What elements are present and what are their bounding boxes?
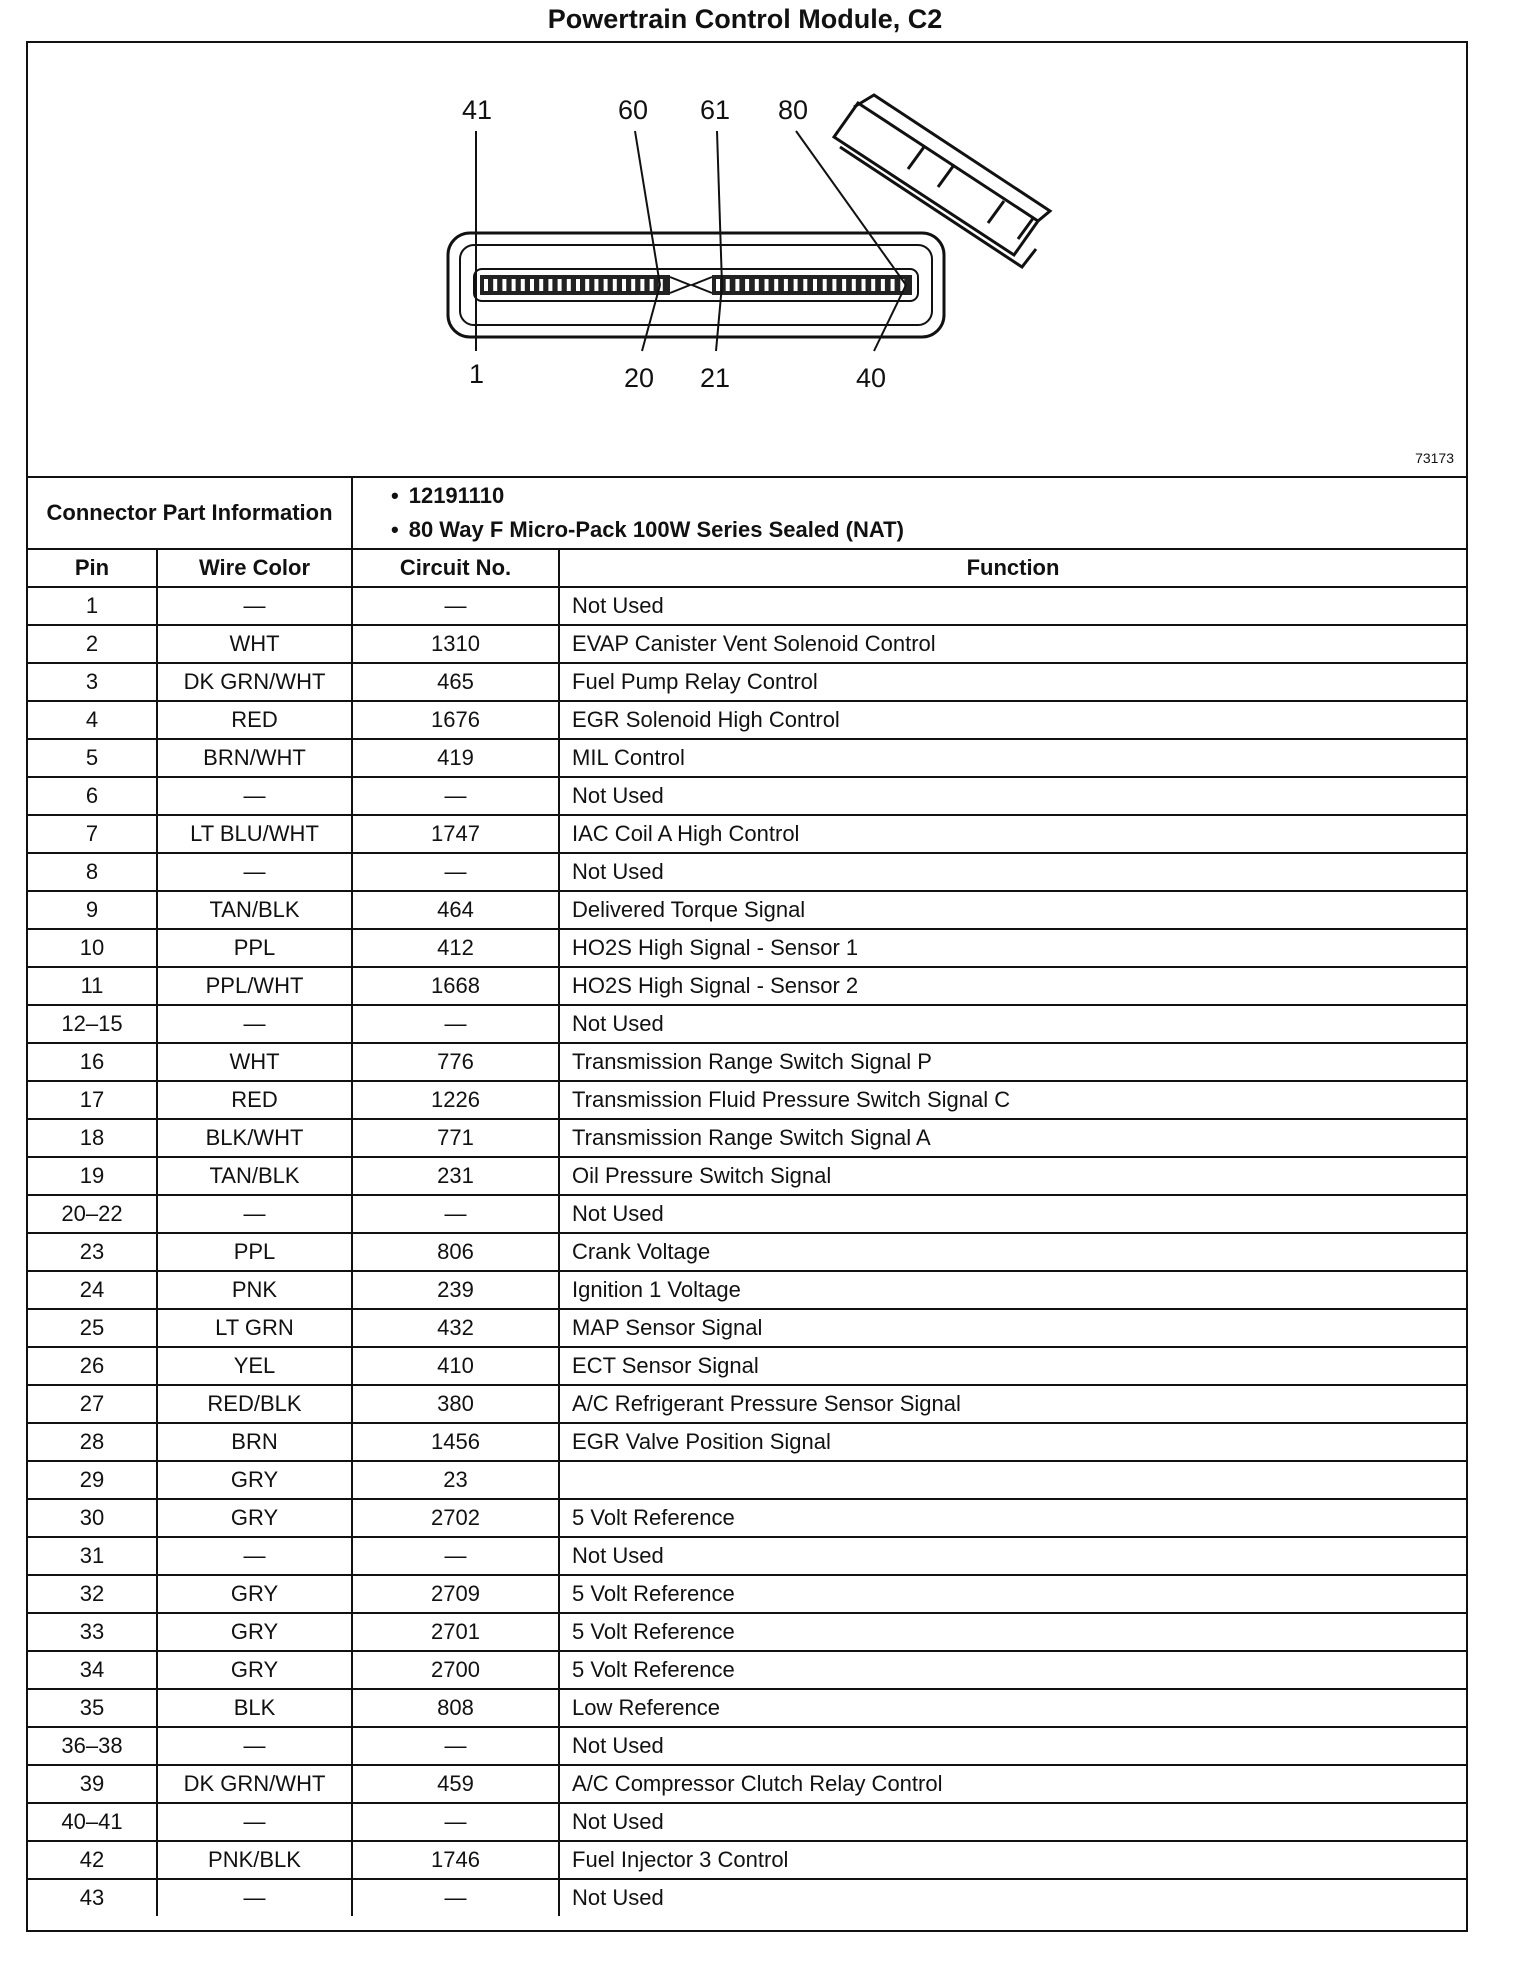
wire-color-cell: — (157, 1195, 352, 1233)
pin-cell: 39 (28, 1765, 157, 1803)
wire-color-cell: TAN/BLK (157, 891, 352, 929)
wire-color-cell: RED (157, 1081, 352, 1119)
circuit-no-cell: 231 (352, 1157, 559, 1195)
table-row (28, 1727, 1466, 1765)
pin-tick (512, 279, 516, 291)
pin-cell: 29 (28, 1461, 157, 1499)
wire-color-cell: BLK (157, 1689, 352, 1727)
wire-color-cell: — (157, 1537, 352, 1575)
function-cell: HO2S High Signal - Sensor 2 (559, 967, 1466, 1005)
table-row (28, 663, 1466, 701)
table-row (28, 1157, 1466, 1195)
pin-label-21: 21 (700, 363, 731, 393)
table-row (28, 1575, 1466, 1613)
pin-label-40: 40 (856, 363, 887, 393)
pin-cell: 1 (28, 587, 157, 625)
pin-label-41: 41 (462, 95, 493, 125)
table-row (28, 1309, 1466, 1347)
pin-cell: 32 (28, 1575, 157, 1613)
pin-tick (813, 279, 817, 291)
circuit-no-cell: 808 (352, 1689, 559, 1727)
pin-cell: 28 (28, 1423, 157, 1461)
pin-tick (842, 279, 846, 291)
function-cell: Not Used (559, 853, 1466, 891)
table-row (28, 1233, 1466, 1271)
pin-cell: 17 (28, 1081, 157, 1119)
pin-cell: 5 (28, 739, 157, 777)
table-row (28, 1043, 1466, 1081)
pin-tick (871, 279, 875, 291)
circuit-no-cell: 1746 (352, 1841, 559, 1879)
function-cell: MAP Sensor Signal (559, 1309, 1466, 1347)
function-cell: Not Used (559, 1727, 1466, 1765)
function-cell: EGR Solenoid High Control (559, 701, 1466, 739)
pin-tick (726, 279, 730, 291)
pin-cell: 9 (28, 891, 157, 929)
pin-cell: 30 (28, 1499, 157, 1537)
pin-tick (650, 279, 654, 291)
header-function: Function (559, 549, 1466, 587)
circuit-no-cell: 419 (352, 739, 559, 777)
wire-color-cell: TAN/BLK (157, 1157, 352, 1195)
wire-color-cell: WHT (157, 1043, 352, 1081)
circuit-no-cell: 239 (352, 1271, 559, 1309)
connector-info-values (352, 477, 1466, 549)
function-cell: 5 Volt Reference (559, 1613, 1466, 1651)
function-cell: HO2S High Signal - Sensor 1 (559, 929, 1466, 967)
pin-tick (794, 279, 798, 291)
function-cell: 5 Volt Reference (559, 1575, 1466, 1613)
pin-label-60: 60 (618, 95, 649, 125)
pin-tick (823, 279, 827, 291)
wire-color-cell: WHT (157, 625, 352, 663)
pin-tick (631, 279, 635, 291)
wire-color-cell: DK GRN/WHT (157, 663, 352, 701)
pin-tick (735, 279, 739, 291)
pin-tick (622, 279, 626, 291)
pin-tick (576, 279, 580, 291)
pin-tick (832, 279, 836, 291)
wire-color-cell: GRY (157, 1613, 352, 1651)
table-row (28, 1651, 1466, 1689)
function-cell: Not Used (559, 1005, 1466, 1043)
header-wire-color: Wire Color (157, 549, 352, 587)
pin-tick (539, 279, 543, 291)
pin-tick (521, 279, 525, 291)
circuit-no-cell: — (352, 853, 559, 891)
table-row (28, 1537, 1466, 1575)
circuit-no-cell: 464 (352, 891, 559, 929)
table-row (28, 891, 1466, 929)
pin-cell: 20–22 (28, 1195, 157, 1233)
pin-cell: 4 (28, 701, 157, 739)
pin-cell: 36–38 (28, 1727, 157, 1765)
pin-tick (548, 279, 552, 291)
function-cell: Not Used (559, 587, 1466, 625)
wire-color-cell: GRY (157, 1499, 352, 1537)
function-cell: Not Used (559, 1195, 1466, 1233)
pin-tick (803, 279, 807, 291)
function-cell: Not Used (559, 1803, 1466, 1841)
wire-color-cell: GRY (157, 1575, 352, 1613)
table-row (28, 929, 1466, 967)
table-row (28, 587, 1466, 625)
table-row (28, 967, 1466, 1005)
pin-cell: 43 (28, 1879, 157, 1916)
pin-tick (745, 279, 749, 291)
pin-cell: 24 (28, 1271, 157, 1309)
pin-cell: 3 (28, 663, 157, 701)
circuit-no-cell: — (352, 1195, 559, 1233)
circuit-no-cell: — (352, 587, 559, 625)
pin-tick (493, 279, 497, 291)
pin-cell: 18 (28, 1119, 157, 1157)
pin-tick (881, 279, 885, 291)
pin-tick (862, 279, 866, 291)
function-cell: Fuel Injector 3 Control (559, 1841, 1466, 1879)
table-row (28, 1385, 1466, 1423)
pin-cell: 16 (28, 1043, 157, 1081)
pin-tick (484, 279, 488, 291)
circuit-no-cell: 806 (352, 1233, 559, 1271)
pin-tick (765, 279, 769, 291)
pin-cell: 10 (28, 929, 157, 967)
pin-cell: 19 (28, 1157, 157, 1195)
pin-tick (604, 279, 608, 291)
function-cell: Not Used (559, 1879, 1466, 1916)
pin-cell: 2 (28, 625, 157, 663)
wire-color-cell: PPL/WHT (157, 967, 352, 1005)
wire-color-cell: PNK/BLK (157, 1841, 352, 1879)
pin-cell: 31 (28, 1537, 157, 1575)
connector-side-view (834, 95, 1050, 267)
pin-tick (567, 279, 571, 291)
connector-description: • 80 Way F Micro-Pack 100W Series Sealed (NAT) (391, 513, 1466, 547)
pin-label-1: 1 (469, 359, 485, 389)
connector-drawing (28, 43, 1466, 476)
wire-color-cell: BRN (157, 1423, 352, 1461)
table-row (28, 1347, 1466, 1385)
function-cell: Crank Voltage (559, 1233, 1466, 1271)
table-row (28, 1689, 1466, 1727)
table-row (28, 1765, 1466, 1803)
wire-color-cell: LT BLU/WHT (157, 815, 352, 853)
function-cell: EGR Valve Position Signal (559, 1423, 1466, 1461)
wire-color-cell: — (157, 853, 352, 891)
wire-color-cell: — (157, 1005, 352, 1043)
circuit-no-cell: 432 (352, 1309, 559, 1347)
circuit-no-cell: — (352, 1727, 559, 1765)
wire-color-cell: RED (157, 701, 352, 739)
circuit-no-cell: 465 (352, 663, 559, 701)
pin-cell: 27 (28, 1385, 157, 1423)
pin-tick (784, 279, 788, 291)
circuit-no-cell: 412 (352, 929, 559, 967)
circuit-no-cell: 1310 (352, 625, 559, 663)
circuit-no-cell: 1747 (352, 815, 559, 853)
pin-tick (502, 279, 506, 291)
circuit-no-cell: 23 (352, 1461, 559, 1499)
table-row (28, 1195, 1466, 1233)
circuit-no-cell: 2700 (352, 1651, 559, 1689)
circuit-no-cell: 2702 (352, 1499, 559, 1537)
table-row (28, 1803, 1466, 1841)
wire-color-cell: RED/BLK (157, 1385, 352, 1423)
function-cell: Not Used (559, 1537, 1466, 1575)
page-title: Powertrain Control Module, C2 (547, 4, 943, 34)
table-row (28, 1613, 1466, 1651)
function-cell: Oil Pressure Switch Signal (559, 1157, 1466, 1195)
pin-cell: 34 (28, 1651, 157, 1689)
table-row (28, 1423, 1466, 1461)
wire-color-cell: PPL (157, 1233, 352, 1271)
table-row (28, 1081, 1466, 1119)
wire-color-cell: PNK (157, 1271, 352, 1309)
circuit-no-cell: 459 (352, 1765, 559, 1803)
pinout-table (28, 476, 1466, 1916)
table-row (28, 853, 1466, 891)
table-row (28, 1841, 1466, 1879)
pin-cell: 42 (28, 1841, 157, 1879)
connector-info-label: Connector Part Information (28, 477, 352, 549)
table-row (28, 1005, 1466, 1043)
circuit-no-cell: 1226 (352, 1081, 559, 1119)
circuit-no-cell: 1676 (352, 701, 559, 739)
circuit-no-cell: 380 (352, 1385, 559, 1423)
circuit-no-cell: — (352, 1803, 559, 1841)
circuit-no-cell: 776 (352, 1043, 559, 1081)
table-row (28, 815, 1466, 853)
pin-cell: 8 (28, 853, 157, 891)
pin-label-20: 20 (624, 363, 655, 393)
table-row (28, 1499, 1466, 1537)
pin-tick (716, 279, 720, 291)
table-row (28, 739, 1466, 777)
circuit-no-cell: — (352, 1537, 559, 1575)
function-cell: A/C Compressor Clutch Relay Control (559, 1765, 1466, 1803)
circuit-no-cell: 1456 (352, 1423, 559, 1461)
pin-tick (891, 279, 895, 291)
wire-color-cell: PPL (157, 929, 352, 967)
circuit-no-cell: 2709 (352, 1575, 559, 1613)
circuit-no-cell: 410 (352, 1347, 559, 1385)
pin-cell: 11 (28, 967, 157, 1005)
function-cell: A/C Refrigerant Pressure Sensor Signal (559, 1385, 1466, 1423)
table-row (28, 1879, 1466, 1916)
wire-color-cell: — (157, 777, 352, 815)
pin-cell: 25 (28, 1309, 157, 1347)
function-cell: Transmission Range Switch Signal A (559, 1119, 1466, 1157)
function-cell: IAC Coil A High Control (559, 815, 1466, 853)
pin-cell: 35 (28, 1689, 157, 1727)
leader-lines (476, 131, 906, 351)
pin-tick (774, 279, 778, 291)
pin-tick (558, 279, 562, 291)
pin-tick (613, 279, 617, 291)
function-cell: Ignition 1 Voltage (559, 1271, 1466, 1309)
pin-cell: 23 (28, 1233, 157, 1271)
wire-color-cell: YEL (157, 1347, 352, 1385)
pin-cell: 6 (28, 777, 157, 815)
wire-color-cell: — (157, 1879, 352, 1916)
function-cell: Low Reference (559, 1689, 1466, 1727)
pin-label-61: 61 (700, 95, 731, 125)
pin-cell: 33 (28, 1613, 157, 1651)
table-header-row (28, 549, 1466, 587)
function-cell: Transmission Range Switch Signal P (559, 1043, 1466, 1081)
circuit-no-cell: 1668 (352, 967, 559, 1005)
header-pin: Pin (28, 549, 157, 587)
circuit-no-cell: — (352, 1879, 559, 1916)
circuit-no-cell: 2701 (352, 1613, 559, 1651)
function-cell: Fuel Pump Relay Control (559, 663, 1466, 701)
connector-diagram (28, 43, 1466, 478)
circuit-no-cell: 771 (352, 1119, 559, 1157)
header-circuit-no: Circuit No. (352, 549, 559, 587)
connector-part-number: • 12191110 (391, 479, 1466, 513)
circuit-no-cell: — (352, 1005, 559, 1043)
wire-color-cell: — (157, 1727, 352, 1765)
pin-cell: 12–15 (28, 1005, 157, 1043)
wire-color-cell: BRN/WHT (157, 739, 352, 777)
wire-color-cell: LT GRN (157, 1309, 352, 1347)
wire-color-cell: GRY (157, 1651, 352, 1689)
pin-tick (585, 279, 589, 291)
pin-cell: 40–41 (28, 1803, 157, 1841)
table-row (28, 701, 1466, 739)
connector-info-row (28, 477, 1466, 549)
pin-tick (640, 279, 644, 291)
pin-cell: 26 (28, 1347, 157, 1385)
pin-tick (530, 279, 534, 291)
pin-tick (594, 279, 598, 291)
function-cell: Not Used (559, 777, 1466, 815)
wire-color-cell: — (157, 1803, 352, 1841)
wire-color-cell: GRY (157, 1461, 352, 1499)
function-cell: 5 Volt Reference (559, 1499, 1466, 1537)
wire-color-cell: — (157, 587, 352, 625)
wire-color-cell: DK GRN/WHT (157, 1765, 352, 1803)
pin-tick (755, 279, 759, 291)
function-cell: Transmission Fluid Pressure Switch Signal C (559, 1081, 1466, 1119)
table-row (28, 1119, 1466, 1157)
table-row (28, 1461, 1466, 1499)
table-row (28, 625, 1466, 663)
pin-label-80: 80 (778, 95, 809, 125)
table-row (28, 1271, 1466, 1309)
function-cell: 5 Volt Reference (559, 1651, 1466, 1689)
function-cell: MIL Control (559, 739, 1466, 777)
function-cell: ECT Sensor Signal (559, 1347, 1466, 1385)
function-cell (559, 1461, 1466, 1499)
table-row (28, 777, 1466, 815)
circuit-no-cell: — (352, 777, 559, 815)
function-cell: Delivered Torque Signal (559, 891, 1466, 929)
function-cell: EVAP Canister Vent Solenoid Control (559, 625, 1466, 663)
figure-id: 73173 (1415, 450, 1454, 466)
pin-cell: 7 (28, 815, 157, 853)
pin-tick (852, 279, 856, 291)
pinout-frame (26, 41, 1468, 1932)
wire-color-cell: BLK/WHT (157, 1119, 352, 1157)
